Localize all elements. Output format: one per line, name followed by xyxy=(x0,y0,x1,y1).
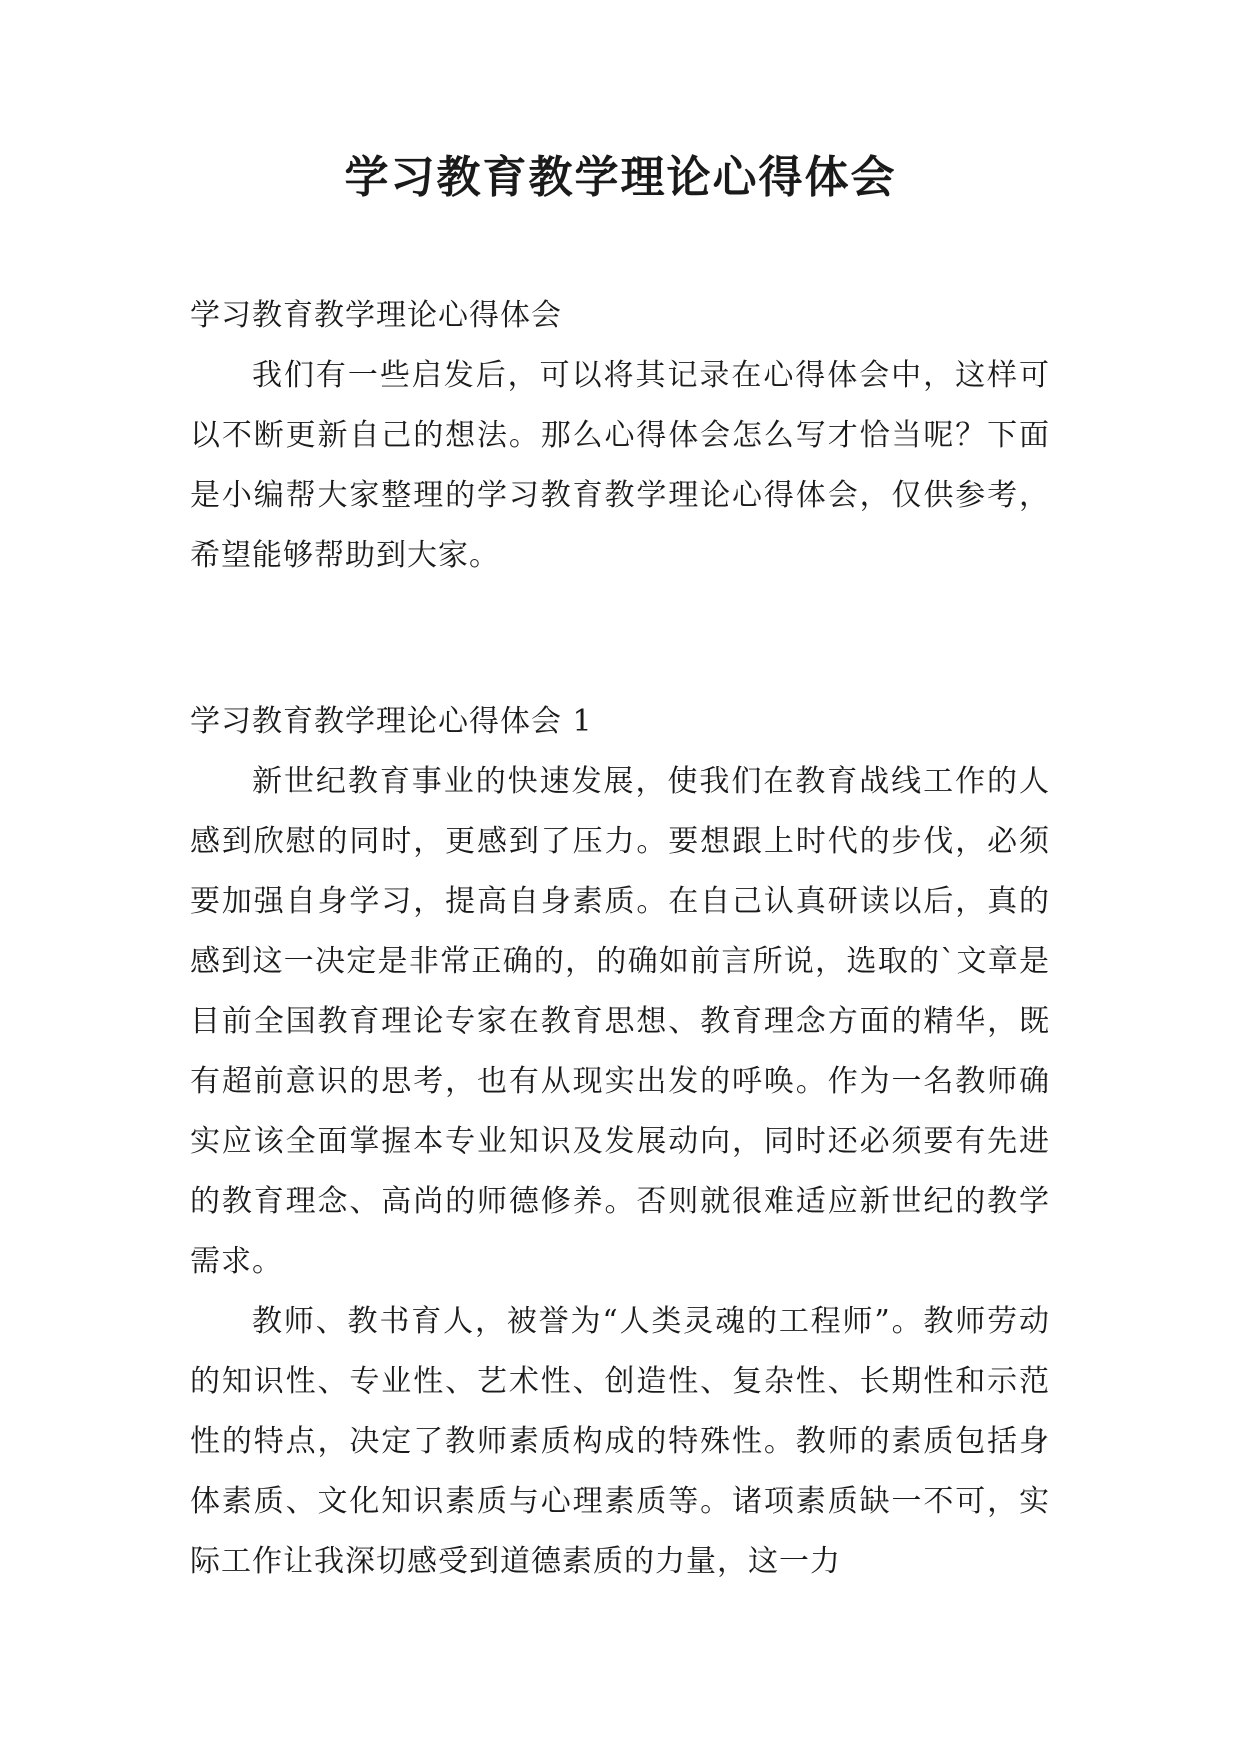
intro-section xyxy=(190,286,1050,586)
section-1 xyxy=(190,692,1050,1592)
intro-heading: 学习教育教学理论心得体会 xyxy=(190,298,562,333)
document-title: 学习教育教学理论心得体会 xyxy=(344,152,897,203)
section-1-paragraph-1: 新世纪教育事业的快速发展，使我们在教育战线工作的人感到欣慰的同时，更感到了压力。要想跟上时代的步伐，必须要加强自身学习，提高自身素质。在自己认真研读以后，真的感到这一决定是非常正确的，的确如前言所说，选取的`文章是目前全国教育理论专家在教育思想、教育理念方面的精华，既有超前意识的思考，也有从现实出发的呼唤。作为一名教师确实应该全面掌握本专业知识及发展动向，同时还必须要有先进的教育理念、高尚的师德修养。否则就很难适应新世纪的教学需求。 xyxy=(190,764,1050,1279)
section-1-heading: 学习教育教学理论心得体会 1 xyxy=(190,704,593,739)
section-1-paragraph-2: 教师、教书育人，被誉为“人类灵魂的工程师”。教师劳动的知识性、专业性、艺术性、创造性、复杂性、长期性和示范性的特点，决定了教师素质构成的特殊性。教师的素质包括身体素质、文化知识素质与心理素质等。诸项素质缺一不可，实际工作让我深切感受到道德素质的力量，这一力 xyxy=(190,1304,1050,1579)
intro-paragraph: 我们有一些启发后，可以将其记录在心得体会中，这样可以不断更新自己的想法。那么心得体会怎么写才恰当呢？下面是小编帮大家整理的学习教育教学理论心得体会，仅供参考，希望能够帮助到大家。 xyxy=(190,358,1050,573)
